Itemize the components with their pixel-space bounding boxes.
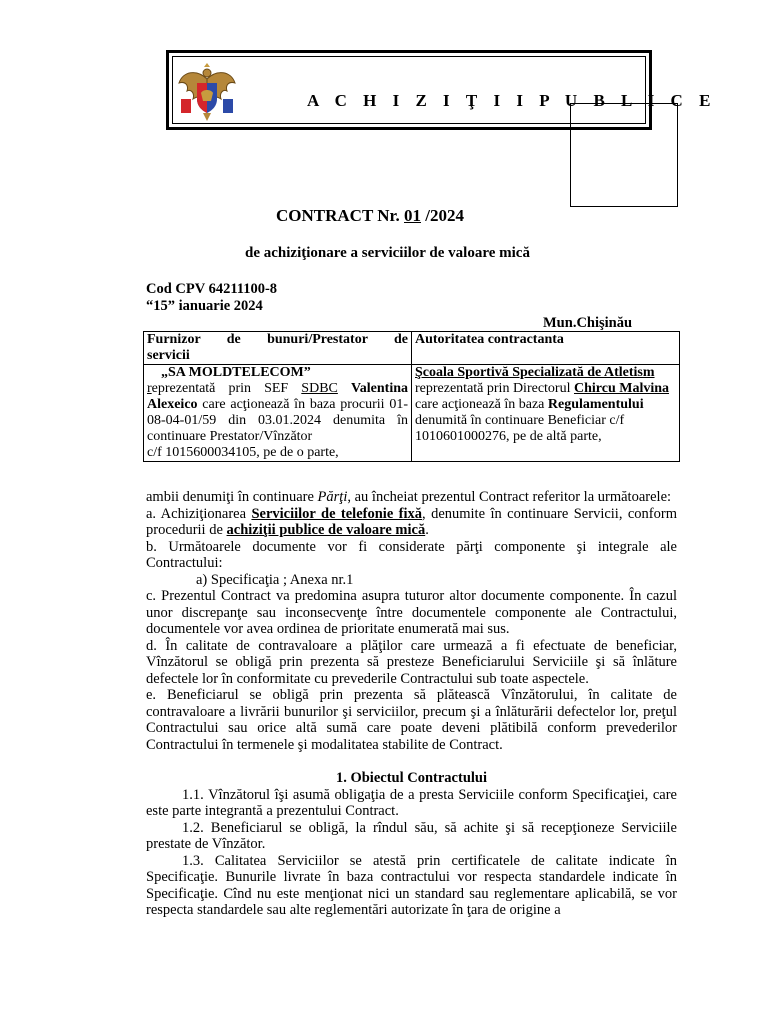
beneficiary-header: Autoritatea contractanta (412, 332, 680, 365)
intro-paragraph: ambii denumiţi în continuare Părţi, au încheiat prezentul Contract referitor la următoarele: (146, 489, 672, 505)
stamp-box (570, 103, 678, 207)
cpv-code: Cod CPV 64211100-8 (146, 281, 278, 297)
supplier-name: „SA MOLDTELECOM” (161, 365, 311, 380)
contract-number: 01 (404, 206, 421, 225)
clause-c: c. Prezentul Contract va predomina asupra tuturor altor documente componente. În cazul unor discrepanţe sau inconsecvenţe între documentele componente ale Contractului, documentele vor avea ordinea de prioritate enumerată mai sus. (146, 588, 677, 637)
beneficiary-details: Şcoala Sportivă Specializată de Atletism reprezentată prin Directorul Chircu Malvina care acţionează în baza Regulamentului denumită în continuare Beneficiar c/f 1010601000276, pe de altă parte, (412, 365, 680, 462)
supplier-details: „SA MOLDTELECOM” reprezentată prin SEF SDBC Valentina Alexeico care acţionează în baza procurii 01-08-04-01/59 din 03.01.2024 denumita în continuare Prestator/Vînzător c/f 1015600034105, pe de o parte, (144, 365, 412, 462)
supplier-header: Furnizor de bunuri/Prestator de servicii (144, 332, 412, 365)
contract-subtitle: de achiziţionare a serviciilor de valoare mică (245, 245, 530, 261)
parties-details-row (144, 365, 680, 462)
section-1-3: 1.3. Calitatea Serviciilor se atestă prin certificatele de calitate indicate în Specificaţie. Bunurile livrate în baza contractului vor respecta standardele indicate în Specificaţie. Cînd nu este menţionat nici un standard sau reglementare aplicabilă, se vor respecta standardele sau alte reglementări autorizate în ţara de origine a (146, 852, 677, 918)
clause-d: d. În calitate de contravaloare a plăţilor care urmează a fi efectuate de beneficiar, Vînzătorul se obligă prin prezenta să presteze Beneficiarului Serviciile şi să înlăture defectele lor în conformitate cu prevederile Contractului sub toate aspectele. (146, 637, 677, 687)
supplier-fiscal: c/f 1015600034105, pe de o parte, (147, 445, 339, 460)
clause-b: b. Următoarele documente vor fi considerate părţi componente şi integrale ale Contractului: (146, 538, 677, 571)
moldova-coat-of-arms-icon (177, 61, 237, 123)
contract-title: CONTRACT Nr. 01 /2024 (276, 206, 464, 225)
contract-date: “15” ianuarie 2024 (146, 298, 263, 314)
clause-a: a. Achiziţionarea Serviciilor de telefonie fixă, denumite în continuare Servicii, conform procedurii de achiziţii publice de valoare mică. (146, 505, 677, 538)
header-title: A C H I Z I Ţ I I P U B L I C E (307, 91, 717, 110)
parties-header-row (144, 332, 680, 365)
clause-e: e. Beneficiarul se obligă prin prezenta să plătească Vînzătorului, în calitate de contravaloare a livrării bunurilor şi serviciilor, precum şi a înlăturării defectelor lor, preţul Contractului sau orice altă sumă care poate deveni plătibilă conform prevederilor Contractului în termenele şi modalitatea stabilite de Contract. (146, 687, 677, 753)
section-1-2: 1.2. Beneficiarul se obligă, la rîndul său, să achite şi să recepţioneze Serviciile prestate de Vînzător. (146, 819, 677, 852)
contract-city: Mun.Chişinău (543, 315, 633, 331)
section-1-1: 1.1. Vînzătorul îşi asumă obligaţia de a presta Serviciile conform Specificaţiei, care este parte integrantă a prezentului Contract. (146, 786, 677, 819)
beneficiary-name: Şcoala Sportivă Specializată de Atletism (415, 365, 655, 380)
contract-body (146, 489, 677, 919)
clause-b-item: a) Specificaţia ; Anexa nr.1 (196, 571, 354, 588)
parties-table (143, 331, 680, 462)
section-1-title: 1. Obiectul Contractului (335, 770, 488, 786)
